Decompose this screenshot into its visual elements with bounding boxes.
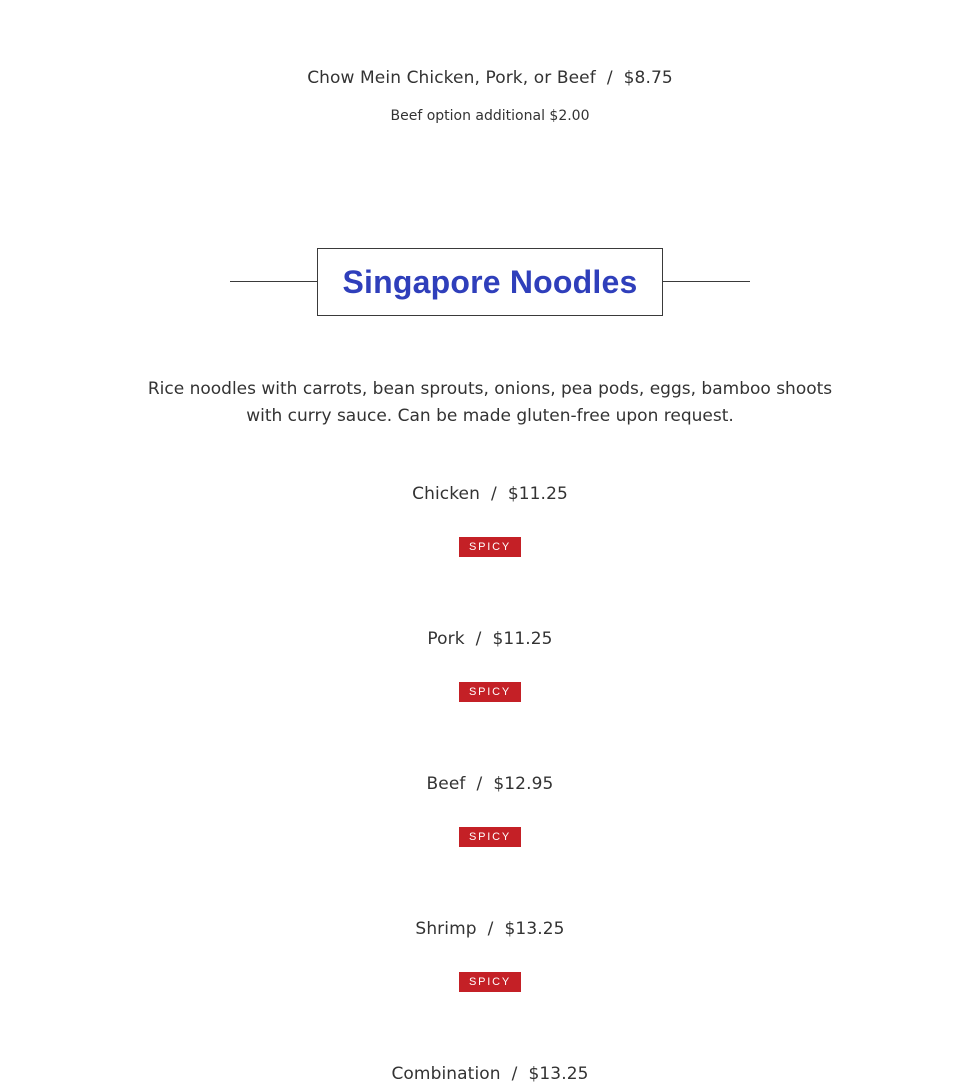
- spicy-badge: SPICY: [459, 972, 521, 992]
- item-price: $11.25: [492, 629, 553, 649]
- item-note: Beef option additional $2.00: [390, 108, 590, 124]
- item-price: $13.25: [504, 919, 565, 939]
- menu-item-chow-mein: [0, 68, 965, 88]
- item-name: Chicken: [412, 484, 480, 504]
- item-name: Combination: [391, 1064, 501, 1084]
- spicy-badge: SPICY: [459, 537, 521, 557]
- item-price: $8.75: [623, 68, 673, 88]
- item-name: Chow Mein Chicken, Pork, or Beef: [307, 68, 596, 88]
- section-description: Rice noodles with carrots, bean sprouts, onions, pea pods, eggs, bamboo shoots with curry sauce. Can be made gluten-free upon request.: [147, 379, 833, 426]
- item-separator: /: [487, 919, 494, 939]
- item-price: $11.25: [507, 484, 568, 504]
- item-separator: /: [490, 484, 497, 504]
- item-separator: /: [475, 629, 482, 649]
- menu-item-shrimp: [0, 919, 965, 939]
- heading-rule-left: [230, 281, 318, 282]
- section-heading-box: [317, 248, 663, 316]
- section-title: Singapore Noodles: [342, 263, 638, 300]
- menu-item-combination: [0, 1064, 965, 1084]
- heading-rule-right: [662, 281, 750, 282]
- item-separator: /: [476, 774, 483, 794]
- item-separator: /: [606, 68, 613, 88]
- item-name: Beef: [426, 774, 466, 794]
- item-price: $13.25: [528, 1064, 589, 1084]
- item-price: $12.95: [493, 774, 554, 794]
- menu-item-chicken: [0, 484, 965, 504]
- item-separator: /: [511, 1064, 518, 1084]
- spicy-badge: SPICY: [459, 682, 521, 702]
- item-name: Shrimp: [415, 919, 477, 939]
- spicy-badge: SPICY: [459, 827, 521, 847]
- menu-item-pork: [0, 629, 965, 649]
- menu-item-beef: [0, 774, 965, 794]
- item-name: Pork: [427, 629, 465, 649]
